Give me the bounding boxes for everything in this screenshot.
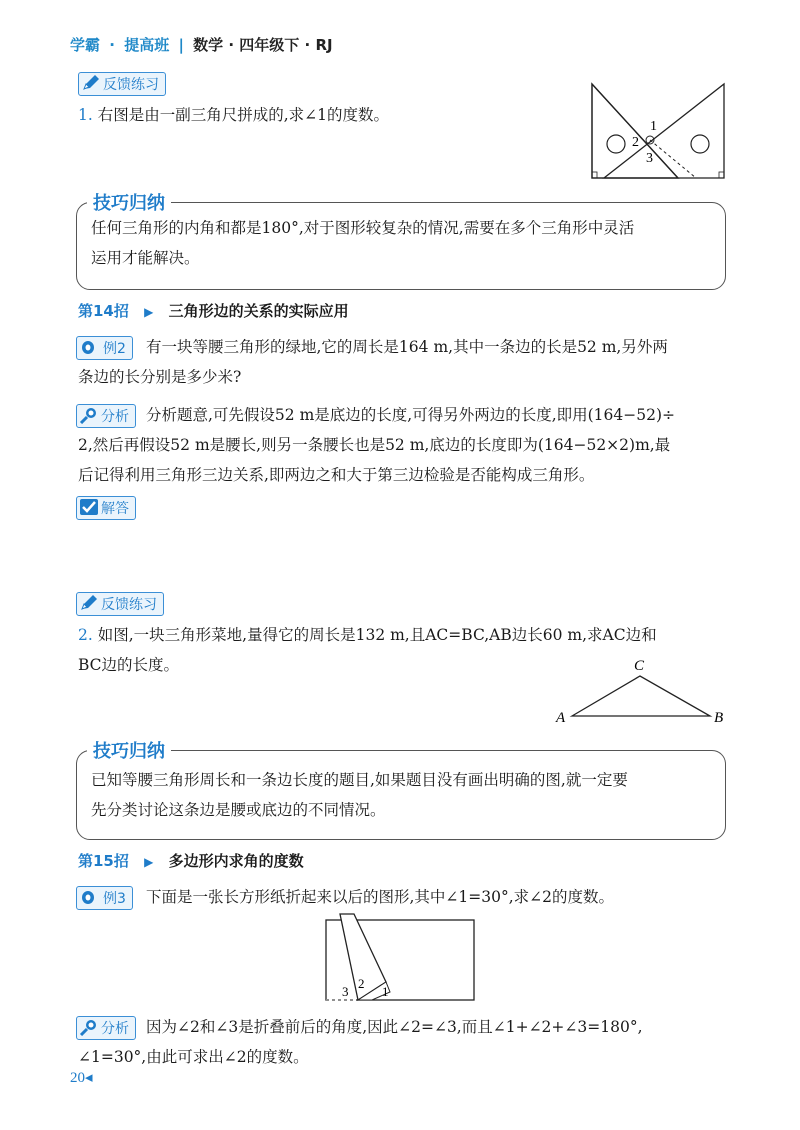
brand-name: 学霸 bbox=[70, 36, 101, 54]
triangle-rulers-figure bbox=[588, 80, 728, 184]
angle-2-label: 2 bbox=[632, 135, 639, 150]
feedback-question-2: 2. 如图,一块三角形菜地,量得它的周长是132 m,且AC=BC,AB边长60 m,求AC边和 BC边的长度。 bbox=[78, 626, 657, 674]
example-tag-2: 例2 bbox=[76, 336, 133, 360]
angle-1-label: 1 bbox=[382, 984, 389, 999]
check-icon bbox=[80, 499, 98, 515]
feedback-tag-1: 反馈练习 bbox=[78, 72, 166, 96]
answer-tag-2: 解答 bbox=[76, 496, 136, 520]
analysis-3-text: 因为∠2和∠3是折叠前后的角度,因此∠2=∠3,而且∠1+∠2+∠3=180°, bbox=[146, 1018, 643, 1036]
magnifier-icon bbox=[79, 1018, 99, 1036]
link-icon bbox=[80, 339, 100, 356]
feedback-question-1: 1. 右图是由一副三角尺拼成的,求∠1的度数。 bbox=[78, 106, 390, 124]
example-3-question: 下面是一张长方形纸折起来以后的图形,其中∠1=30°,求∠2的度数。 bbox=[146, 888, 615, 906]
tip-text-1: 任何三角形的内角和都是180°,对于图形较复杂的情况,需要在多个三角形中灵活 运用才能解决。 bbox=[91, 219, 635, 267]
magnifier-icon bbox=[79, 406, 99, 424]
subject-label: 数学 · 四年级下 · RJ bbox=[193, 36, 333, 54]
feedback-tag-2: 反馈练习 bbox=[76, 592, 164, 616]
angle-1-label: 1 bbox=[650, 119, 657, 134]
folded-paper-figure bbox=[320, 912, 480, 1002]
triangle-abc-figure bbox=[550, 654, 740, 730]
vertex-b-label: B bbox=[714, 710, 724, 726]
header-dot: · bbox=[109, 36, 115, 54]
program-name: 提高班 bbox=[124, 36, 170, 54]
tip-title-1: 技巧归纳 bbox=[87, 189, 171, 215]
tip-text-2: 已知等腰三角形周长和一条边长度的题目,如果题目没有画出明确的图,就一定要 先分类讨论这条边是腰或底边的不同情况。 bbox=[91, 771, 628, 819]
pencil-icon bbox=[79, 594, 99, 612]
running-header: 学霸 · 提高班 | 数学 · 四年级下 · RJ bbox=[70, 36, 333, 54]
example-2-question-cont: 条边的长分别是多少米? bbox=[78, 368, 242, 386]
pencil-icon bbox=[81, 74, 101, 92]
vertex-a-label: A bbox=[556, 710, 566, 726]
tip-title-2: 技巧归纳 bbox=[87, 737, 171, 763]
angle-3-label: 3 bbox=[646, 151, 653, 166]
analysis-3-text-cont: ∠1=30°,由此可求出∠2的度数。 bbox=[78, 1048, 309, 1066]
analysis-tag-2: 分析 bbox=[76, 404, 136, 428]
angle-2-label: 2 bbox=[358, 976, 365, 991]
triangle-arrow-icon: ▶ bbox=[144, 855, 154, 869]
vertex-c-label: C bbox=[634, 658, 645, 674]
analysis-2-text-cont: 2,然后再假设52 m是腰长,则另一条腰长也是52 m,底边的长度即为(164−52×2)m,最 后记得利用三角形三边关系,即两边之和大于第三边检验是否能构成三角形。 bbox=[78, 436, 671, 484]
tip-box-1 bbox=[76, 193, 726, 290]
page-number: 20◂ bbox=[70, 1070, 93, 1086]
section-15-heading: 第15招 ▶ 多边形内求角的度数 bbox=[78, 852, 304, 870]
example-tag-3: 例3 bbox=[76, 886, 133, 910]
triangle-arrow-icon: ▶ bbox=[144, 305, 154, 319]
angle-3-label: 3 bbox=[342, 984, 349, 999]
analysis-2-text: 分析题意,可先假设52 m是底边的长度,可得另外两边的长度,即用(164−52)÷ bbox=[146, 406, 676, 424]
example-2-question: 有一块等腰三角形的绿地,它的周长是164 m,其中一条边的长是52 m,另外两 bbox=[146, 338, 668, 356]
section-14-heading: 第14招 ▶ 三角形边的关系的实际应用 bbox=[78, 302, 349, 320]
analysis-tag-3: 分析 bbox=[76, 1016, 136, 1040]
link-icon bbox=[80, 889, 100, 906]
tip-box-2 bbox=[76, 741, 726, 840]
